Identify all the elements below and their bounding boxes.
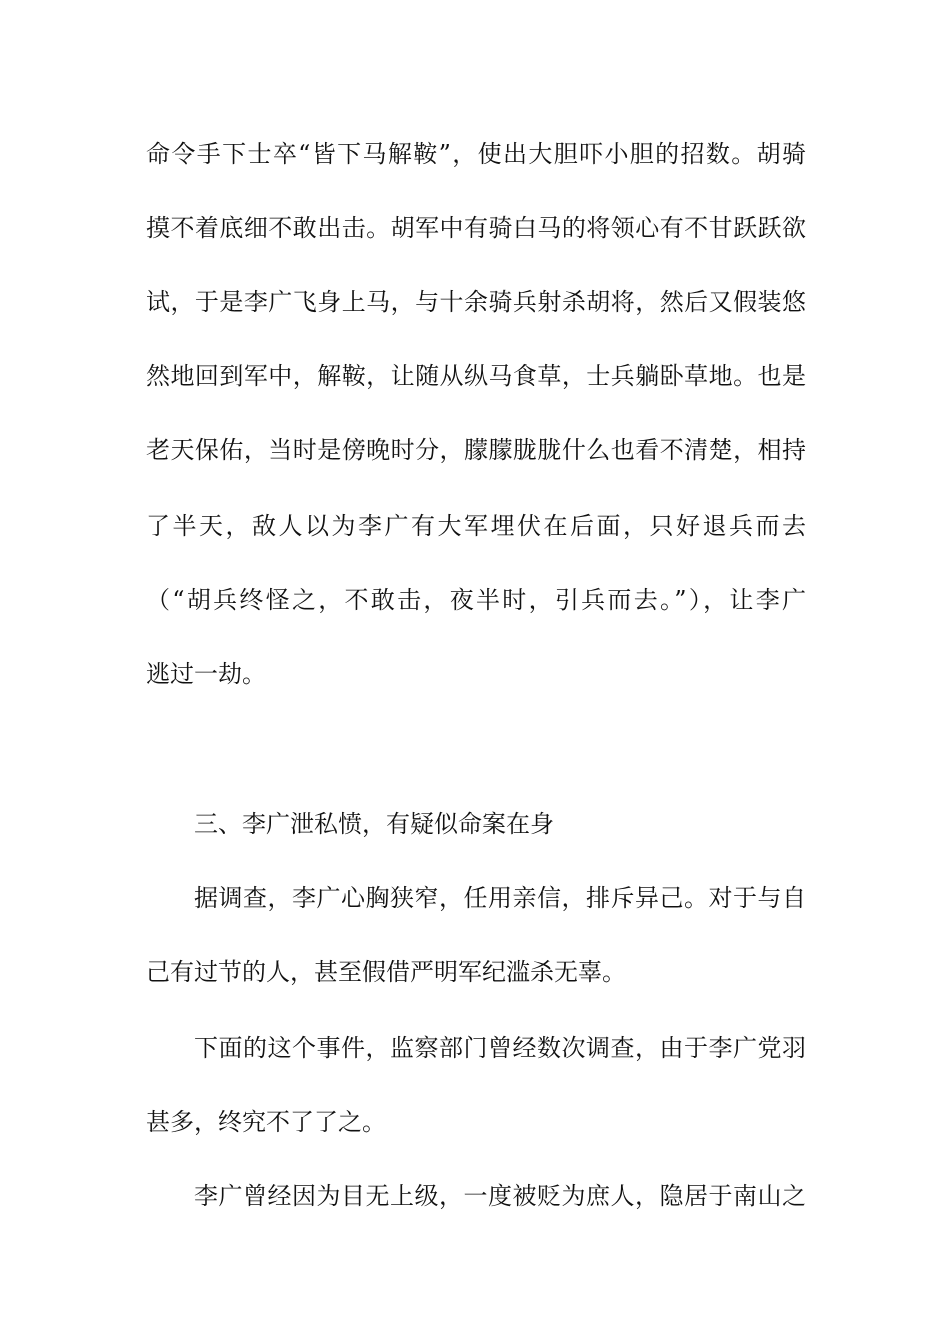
paragraph-2-line-2: 甚多，终究不了了之。 [146,1108,386,1136]
section-heading: 三、李广泄私愤，有疑似命案在身 [194,810,554,838]
text-line-7: （“胡兵终怪之，不敢击，夜半时，引兵而去。”），让李广 [146,586,806,614]
paragraph-1-line-2: 己有过节的人，甚至假借严明军纪滥杀无辜。 [146,958,626,986]
text-line-5: 老天保佑，当时是傍晚时分，朦朦胧胧什么也看不清楚，相持 [146,436,806,464]
text-line-3: 试，于是李广飞身上马，与十余骑兵射杀胡将，然后又假装悠 [146,288,806,316]
text-line-6: 了半天，敌人以为李广有大军埋伏在后面，只好退兵而去 [146,512,806,540]
text-line-2: 摸不着底细不敢出击。胡军中有骑白马的将领心有不甘跃跃欲 [146,214,806,242]
paragraph-3-line-1: 李广曾经因为目无上级，一度被贬为庶人，隐居于南山之 [194,1182,806,1210]
text-line-4: 然地回到军中，解鞍，让随从纵马食草，士兵躺卧草地。也是 [146,362,806,390]
paragraph-1-line-1: 据调查，李广心胸狭窄，任用亲信，排斥异己。对于与自 [194,884,806,912]
paragraph-2-line-1: 下面的这个事件，监察部门曾经数次调查，由于李广党羽 [194,1034,806,1062]
text-line-8: 逃过一劫。 [146,660,266,688]
text-line-1: 命令手下士卒“皆下马解鞍”，使出大胆吓小胆的招数。胡骑 [146,140,806,168]
